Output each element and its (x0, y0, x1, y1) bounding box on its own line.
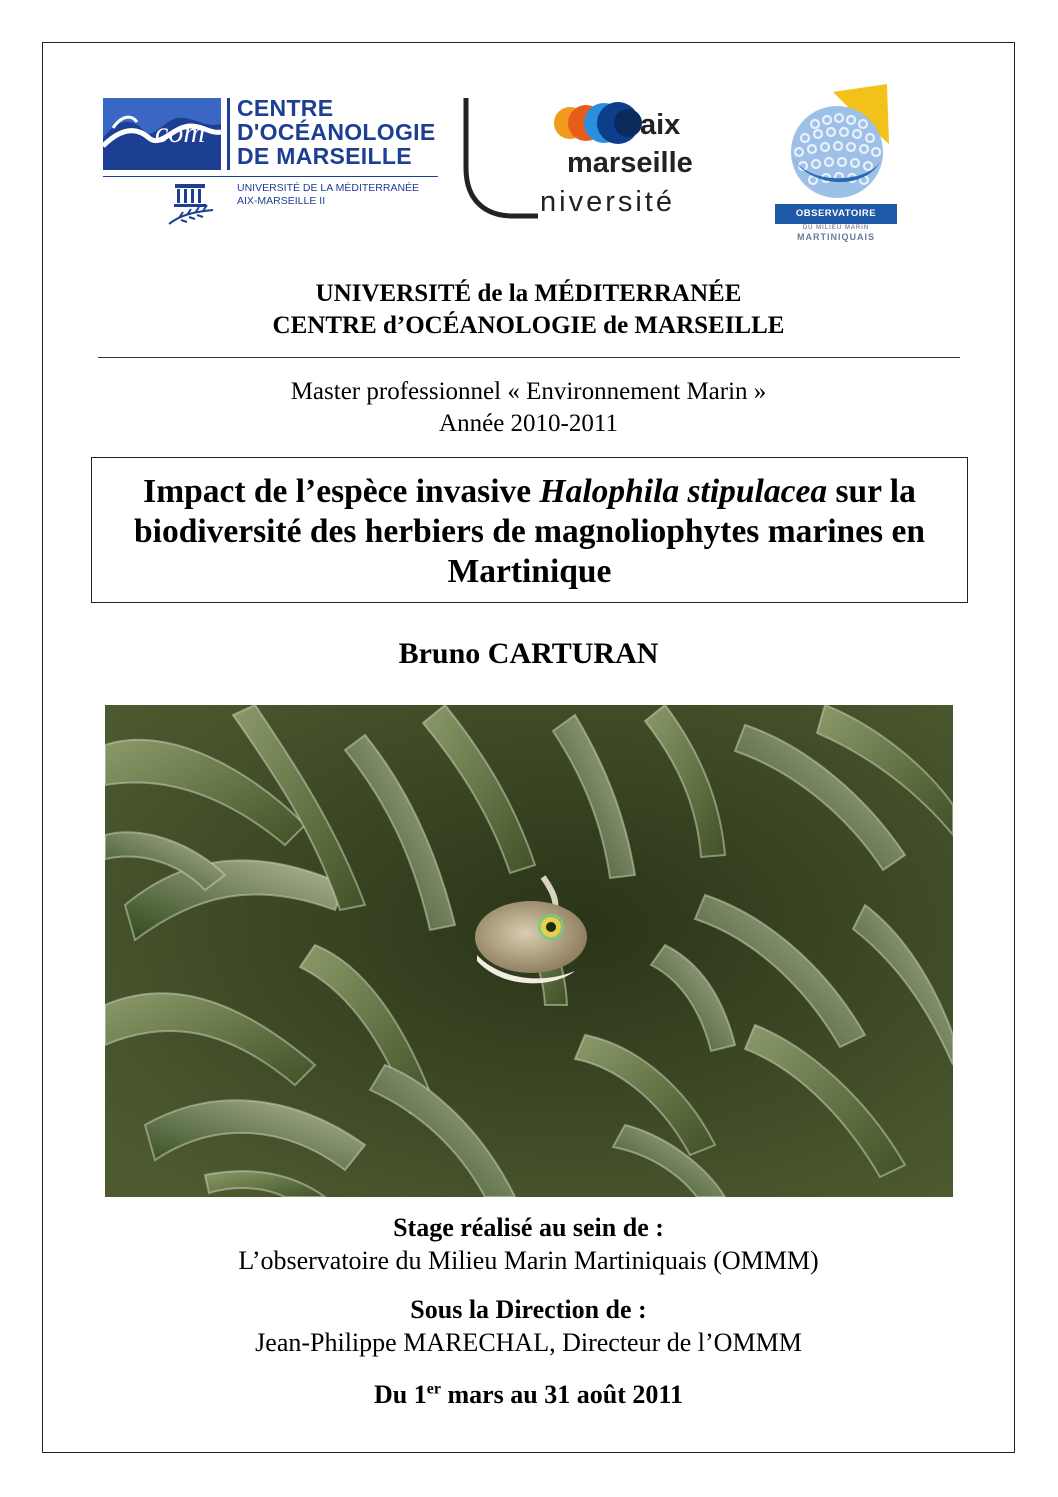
thesis-title (91, 457, 968, 603)
internship-label: Stage réalisé au sein de : (393, 1213, 664, 1242)
dates-prefix: Du 1 (374, 1380, 427, 1409)
program-info (42, 376, 1015, 440)
title-part-2: sur la biodiversité des herbiers de magnoliophytes marines en Martinique (134, 473, 925, 590)
com-subtitle (237, 182, 419, 208)
omm-banner: OBSERVATOIRE (775, 204, 897, 224)
internship-value: L’observatoire du Milieu Marin Martiniquais (OMMM) (238, 1246, 819, 1275)
internship-dates (42, 1377, 1015, 1413)
title-species: Halophila stipulacea (539, 473, 828, 510)
title-part-1: Impact de l’espèce invasive (143, 473, 540, 510)
program-line-1: Master professionnel « Environnement Marin » (290, 378, 767, 405)
dates-sup: er (426, 1380, 441, 1398)
com-wave-emblem (103, 98, 221, 170)
com-mark: com (155, 116, 205, 149)
com-divider (227, 98, 230, 170)
com-rule (103, 176, 438, 177)
amu-circles-icon (552, 100, 642, 146)
author-name: Bruno CARTURAN (398, 637, 659, 670)
institution-line-2: CENTRE d’OCÉANOLOGIE de MARSEILLE (272, 312, 785, 339)
amu-logo (458, 98, 703, 223)
program-line-2: Année 2010-2011 (439, 410, 618, 437)
omm-logo (775, 84, 903, 242)
com-logo (103, 95, 438, 228)
seagrass-photo (105, 705, 953, 1197)
com-line-2: D'OCÉANOLOGIE (237, 119, 436, 145)
com-sub-line-2: AIX-MARSEILLE II (237, 195, 326, 207)
direction-label: Sous la Direction de : (410, 1295, 647, 1324)
dates-suffix: mars au 31 août 2011 (440, 1380, 683, 1409)
com-name (237, 96, 436, 168)
direction-value: Jean-Philippe MARECHAL, Directeur de l’OMMM (255, 1328, 802, 1357)
university-emblem-icon (167, 182, 219, 226)
omm-globe-icon (775, 84, 903, 204)
amu-aix: aix (640, 109, 681, 141)
com-sub-line-1: UNIVERSITÉ DE LA MÉDITERRANÉE (237, 182, 420, 194)
omm-sub-2: MARTINIQUAIS (797, 232, 875, 242)
header-divider (98, 357, 960, 358)
com-line-3: DE MARSEILLE (237, 143, 412, 169)
omm-sub-1: DU MILIEU MARIN (802, 225, 870, 231)
institution-header (42, 278, 1015, 342)
amu-u-mark (458, 98, 538, 223)
com-line-1: CENTRE (237, 95, 334, 121)
amu-niversite: niversité (540, 186, 675, 218)
amu-marseille: marseille (567, 147, 693, 179)
institution-line-1: UNIVERSITÉ de la MÉDITERRANÉE (315, 280, 742, 307)
